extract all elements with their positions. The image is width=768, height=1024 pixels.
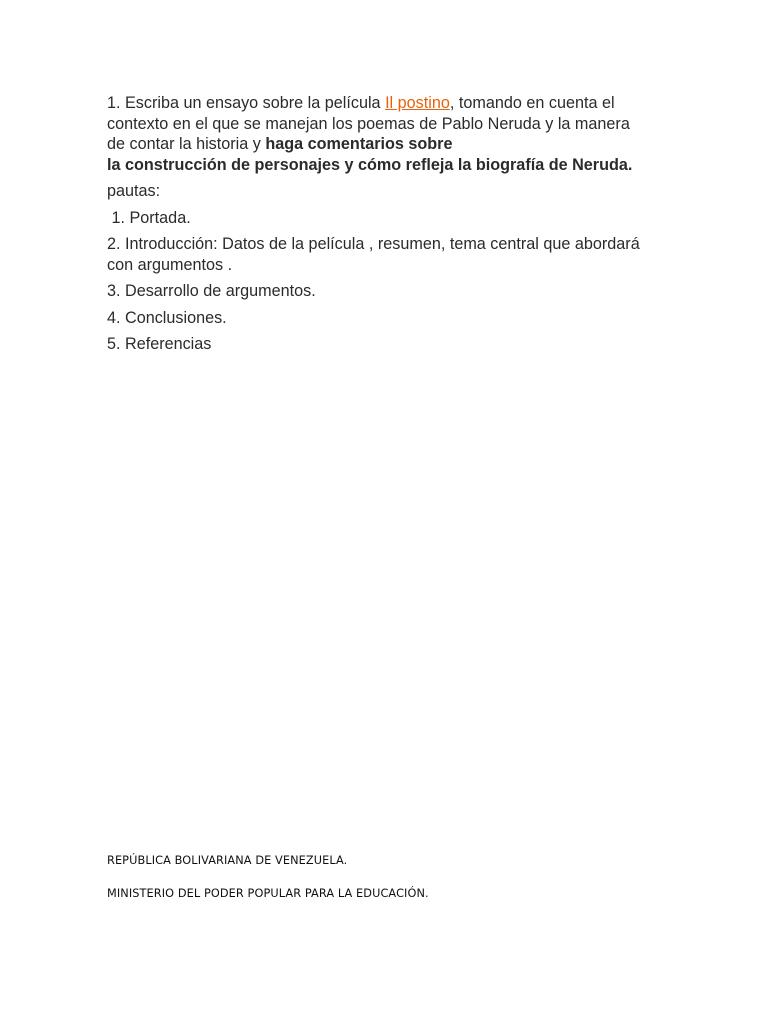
ministry-line: MINISTERIO DEL PODER POPULAR PARA LA EDUCACIÓN. <box>107 887 429 900</box>
guideline-item-2: 2. Introducción: Datos de la película , resumen, tema central que abordará con argumentos . <box>107 235 640 274</box>
task-bold-1: haga comentarios sobre <box>265 135 453 153</box>
guideline-item-4: 4. Conclusiones. <box>107 308 227 327</box>
task-context: , tomando en cuenta el contexto en el que se manejan los poemas de Pablo Neruda y la manera de contar la historia y <box>107 94 630 153</box>
guideline-item-1: 1. Portada. <box>107 208 191 227</box>
task-paragraph <box>107 93 647 175</box>
institution-header <box>107 853 667 902</box>
film-link[interactable]: Il postino <box>385 94 450 112</box>
republic-line: REPÚBLICA BOLIVARIANA DE VENEZUELA. <box>107 854 348 867</box>
guideline-item-5: 5. Referencias <box>107 335 212 353</box>
guidelines-heading: pautas: <box>107 182 161 200</box>
task-bold-2: la construcción de personajes y cómo refleja la biografía de Neruda. <box>107 155 633 174</box>
assignment-body <box>107 93 647 361</box>
guideline-item-3: 3. Desarrollo de argumentos. <box>107 282 316 300</box>
task-lead: 1. Escriba un ensayo sobre la película <box>107 94 386 112</box>
